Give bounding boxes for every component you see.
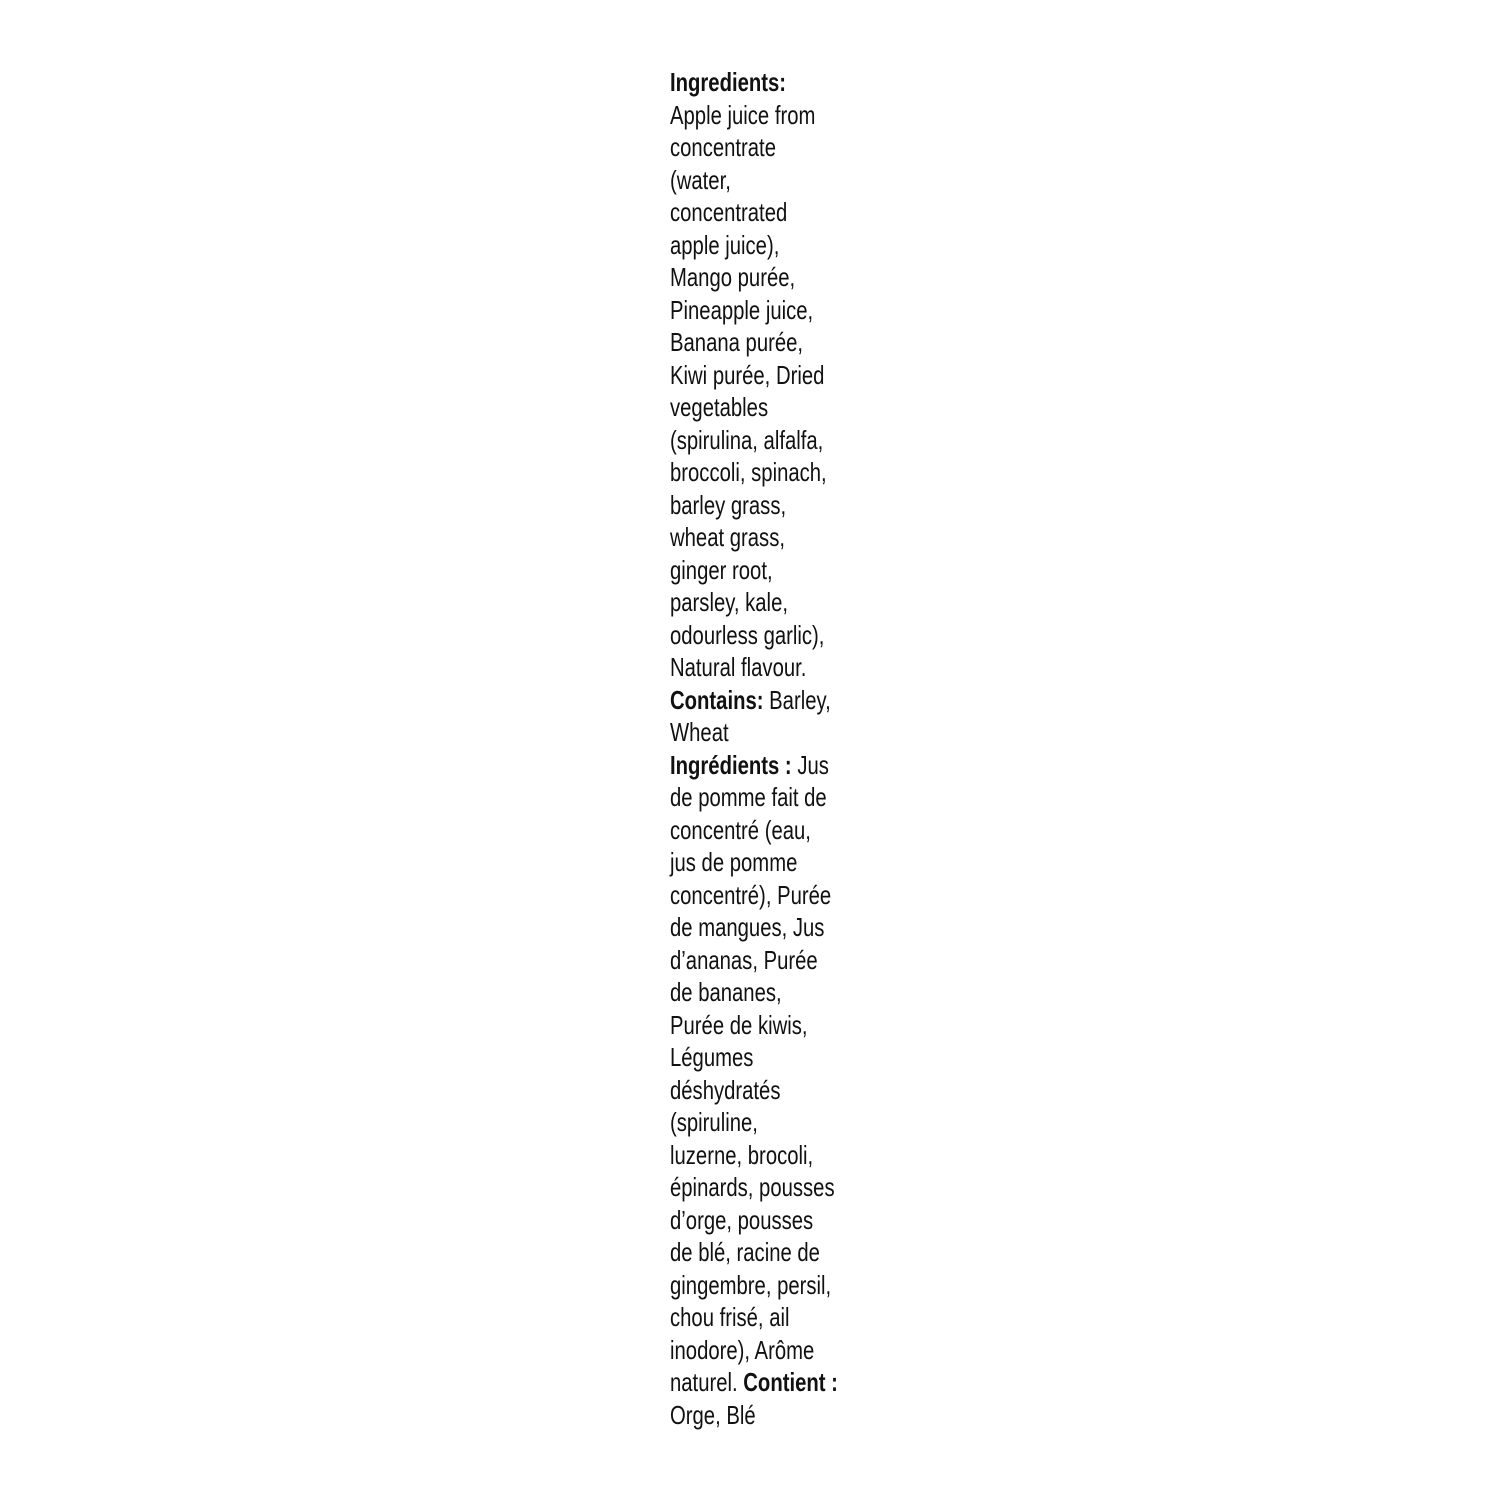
label-heading: Contient : (743, 1367, 838, 1397)
label-text: Wheat (670, 717, 729, 747)
label-text: luzerne, brocoli, (670, 1139, 814, 1170)
label-line (670, 1366, 838, 1399)
label-text: naturel. (670, 1367, 744, 1397)
label-line (670, 1074, 807, 1107)
label-line (670, 716, 807, 749)
label-line (670, 1334, 815, 1367)
label-line (670, 1041, 807, 1074)
label-line (670, 1204, 814, 1237)
label-text: de pomme fait de (670, 782, 827, 812)
label-text: Natural flavour. (670, 652, 807, 682)
label-line (670, 554, 807, 587)
label-text: chou frisé, ail (670, 1302, 790, 1332)
label-text: (water, (670, 164, 731, 195)
label-text: barley grass, (670, 489, 787, 520)
label-line (670, 456, 827, 489)
label-line (670, 944, 818, 977)
label-text: concentrate (670, 132, 776, 162)
label-line (670, 846, 807, 879)
label-text: apple juice), (670, 229, 780, 260)
label-text: de mangues, Jus (670, 912, 825, 942)
label-text: concentré), Purée (670, 879, 832, 910)
label-heading: Contains: (670, 684, 764, 715)
label-text: wheat grass, (670, 522, 785, 552)
label-text: gingembre, persil, (670, 1269, 832, 1300)
label-line (670, 131, 807, 164)
label-text: Purée de kiwis, (670, 1009, 808, 1040)
label-text: concentrated (670, 197, 788, 227)
label-text: Apple juice from (670, 99, 816, 130)
label-text: parsley, kale, (670, 587, 788, 617)
label-line (670, 229, 807, 262)
label-text: de bananes, (670, 977, 782, 1007)
label-line (670, 781, 827, 814)
label-line (670, 651, 807, 684)
label-line (670, 749, 829, 782)
label-text: Légumes (670, 1042, 754, 1072)
label-text: Banana purée, (670, 327, 804, 357)
label-text: Barley, (763, 684, 831, 715)
label-line (670, 1399, 807, 1432)
label-line (670, 521, 807, 554)
label-text: ginger root, (670, 554, 773, 585)
label-line (670, 164, 807, 197)
label-line (670, 911, 825, 944)
label-text: de blé, racine de (670, 1237, 820, 1267)
label-text: (spiruline, (670, 1107, 758, 1137)
label-line (670, 814, 811, 847)
label-text: déshydratés (670, 1074, 781, 1105)
label-line (670, 586, 807, 619)
label-text: d’ananas, Purée (670, 944, 818, 975)
label-line (670, 489, 807, 522)
label-line (670, 1236, 820, 1269)
label-line (670, 196, 807, 229)
label-line (670, 99, 816, 132)
label-line (670, 424, 824, 457)
label-text: Pineapple juice, (670, 294, 814, 325)
label-line (670, 326, 807, 359)
label-line (670, 619, 825, 652)
label-line (670, 261, 807, 294)
ingredients-label (670, 66, 838, 1431)
label-text: Orge, Blé (670, 1399, 756, 1430)
label-line (670, 359, 825, 392)
label-line (670, 684, 831, 717)
label-text: concentré (eau, (670, 814, 811, 845)
label-line (670, 66, 807, 99)
label-line (670, 879, 832, 912)
label-text: Jus (791, 749, 829, 780)
label-heading: Ingrédients : (670, 749, 792, 780)
label-text: odourless garlic), (670, 619, 825, 650)
label-text: inodore), Arôme (670, 1334, 815, 1365)
label-line (670, 391, 807, 424)
label-line (670, 976, 807, 1009)
label-line (670, 1139, 814, 1172)
label-text: Mango purée, (670, 262, 796, 292)
label-text: (spirulina, alfalfa, (670, 424, 824, 455)
label-line (670, 1009, 807, 1042)
label-line (670, 294, 814, 327)
label-heading: Ingredients: (670, 67, 787, 97)
label-text: vegetables (670, 392, 769, 422)
label-line (670, 1301, 807, 1334)
label-text: épinards, pousses (670, 1172, 835, 1202)
label-line (670, 1269, 832, 1302)
label-line (670, 1106, 807, 1139)
label-text: d’orge, pousses (670, 1204, 814, 1235)
label-text: broccoli, spinach, (670, 457, 827, 487)
label-text: Kiwi purée, Dried (670, 359, 825, 390)
label-line (670, 1171, 835, 1204)
label-text: jus de pomme (670, 847, 798, 877)
